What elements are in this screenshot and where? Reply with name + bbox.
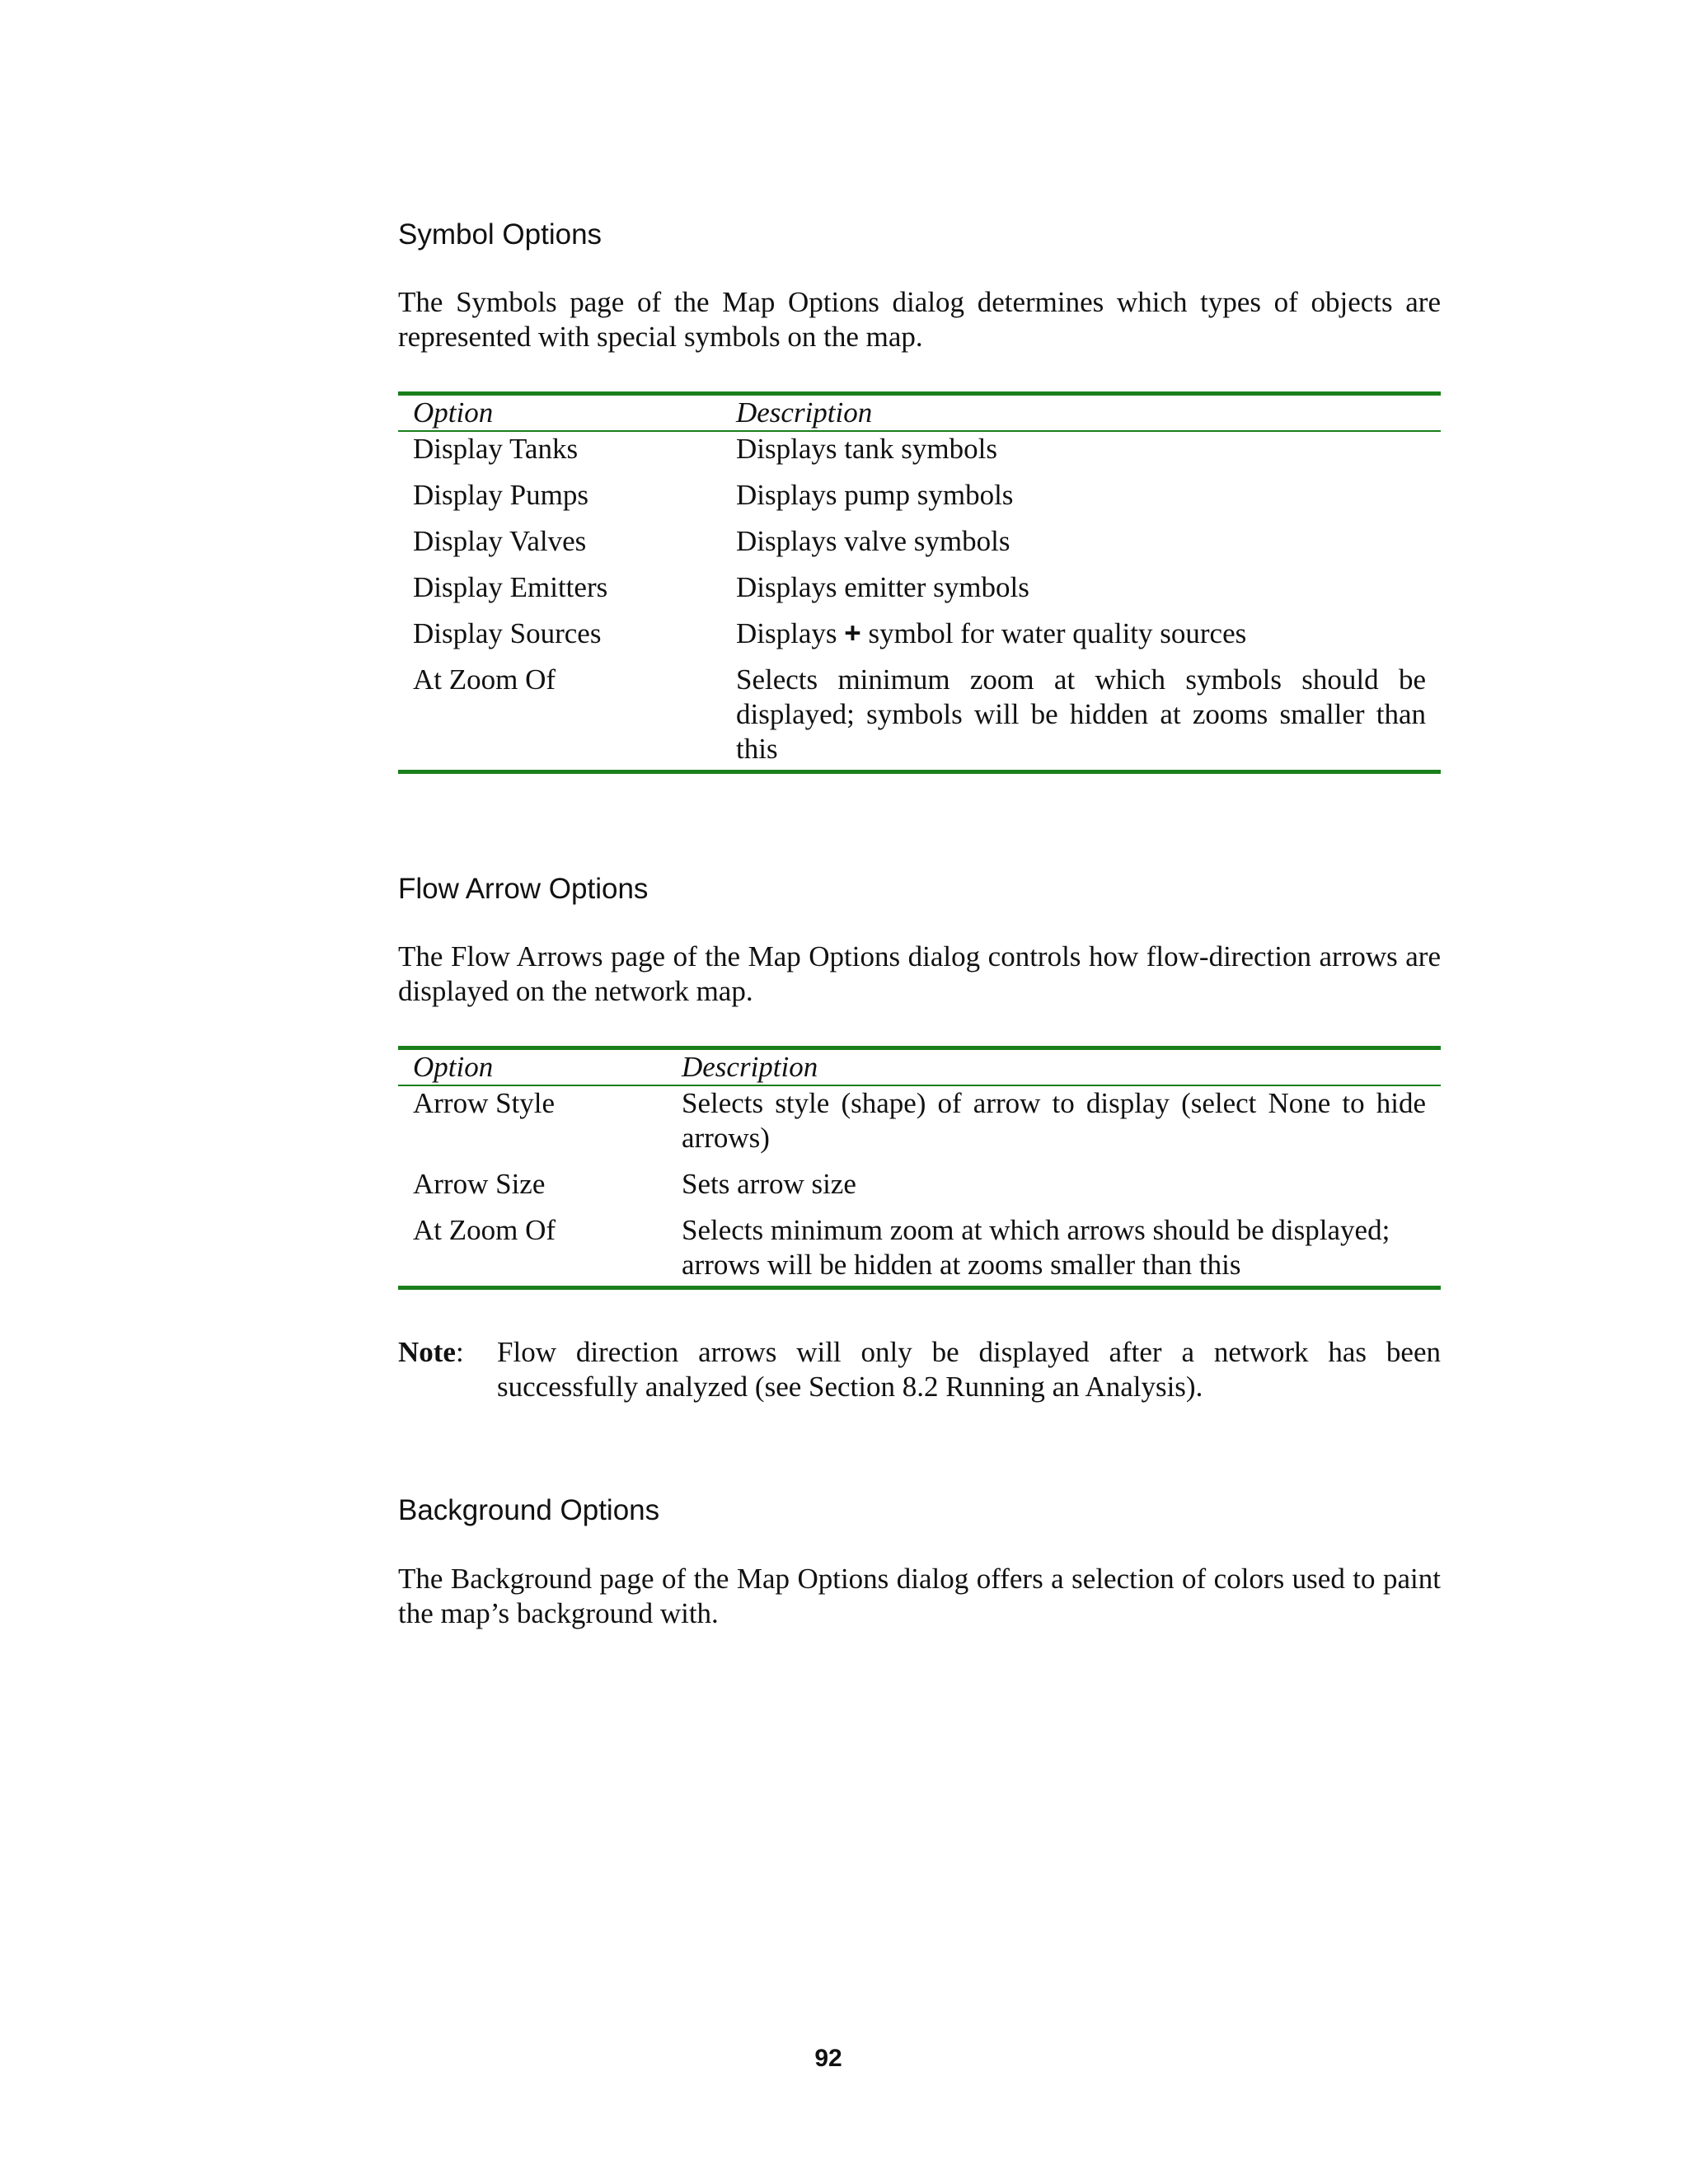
description-cell: Displays tank symbols	[736, 433, 997, 465]
table-row	[398, 431, 1441, 478]
description-cell: Displays emitter symbols	[736, 571, 1029, 603]
option-cell: Display Tanks	[413, 433, 579, 465]
description-cell: Selects minimum zoom at which arrows should be displayed; arrows will be hidden at zooms smaller than this	[682, 1214, 1390, 1281]
table-row	[398, 1213, 1441, 1288]
table-row	[398, 616, 1441, 663]
description-suffix: symbol for water quality sources	[868, 617, 1247, 649]
flow-arrow-options-heading: Flow Arrow Options	[398, 873, 649, 905]
option-cell: Display Sources	[413, 617, 602, 649]
description-cell	[721, 616, 1441, 663]
description-cell: Selects minimum zoom at which symbols should be displayed; symbols will be hidden at zooms smaller than this	[736, 663, 1426, 765]
column-header-description: Description	[721, 394, 1441, 432]
description-prefix: Displays	[736, 617, 837, 649]
description-cell: Sets arrow size	[682, 1168, 856, 1200]
option-cell: Arrow Size	[413, 1168, 546, 1200]
background-options-heading: Background Options	[398, 1494, 660, 1526]
option-cell: Display Pumps	[413, 479, 588, 511]
note-label-text: Note	[398, 1336, 456, 1368]
column-header-option: Option	[398, 1048, 667, 1086]
option-cell: Arrow Style	[413, 1087, 556, 1119]
flow-arrow-options-table	[398, 1046, 1441, 1290]
background-options-intro: The Background page of the Map Options dialog offers a selection of colors used to paint the map’s background with.	[398, 1563, 1441, 1629]
table-header-row	[398, 1048, 1441, 1086]
column-header-option: Option	[398, 394, 721, 432]
option-cell: At Zoom Of	[413, 1214, 556, 1246]
table-row	[398, 524, 1441, 570]
description-cell: Displays pump symbols	[736, 479, 1014, 511]
table-row	[398, 1167, 1441, 1213]
page-number: 92	[814, 2045, 842, 2072]
table-row	[398, 1085, 1441, 1167]
description-cell: Selects style (shape) of arrow to display (select None to hide arrows)	[682, 1087, 1426, 1154]
note-text: Flow direction arrows will only be displayed after a network has been successfully analyzed (see Section 8.2 Running an Analysis).	[497, 1336, 1441, 1403]
note-colon: :	[455, 1336, 464, 1368]
table-row	[398, 478, 1441, 524]
flow-arrow-options-intro: The Flow Arrows page of the Map Options dialog controls how flow-direction arrows are displayed on the network map.	[398, 940, 1441, 1007]
note-label	[398, 1335, 464, 1370]
option-cell: At Zoom Of	[413, 663, 556, 696]
symbol-options-heading: Symbol Options	[398, 218, 603, 251]
description-cell: Displays valve symbols	[736, 525, 1010, 557]
symbol-options-intro: The Symbols page of the Map Options dialog determines which types of objects are represented with special symbols on the map.	[398, 286, 1441, 353]
symbol-options-table	[398, 391, 1441, 774]
option-cell: Display Emitters	[413, 571, 608, 603]
column-header-description: Description	[667, 1048, 1441, 1086]
table-header-row	[398, 394, 1441, 432]
table-row	[398, 570, 1441, 616]
plus-symbol: +	[844, 617, 861, 649]
table-row	[398, 663, 1441, 772]
option-cell: Display Valves	[413, 525, 587, 557]
